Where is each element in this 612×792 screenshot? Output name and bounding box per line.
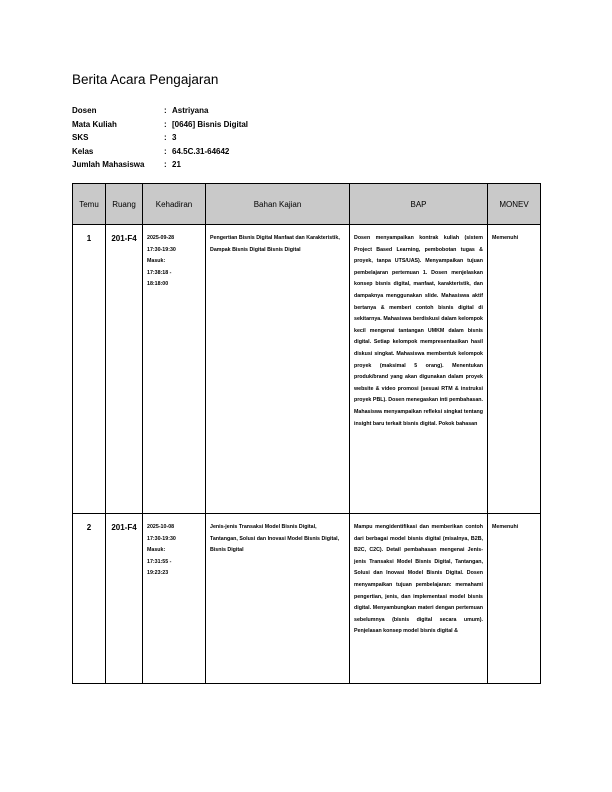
- meta-separator: :: [164, 119, 167, 129]
- cell-bap: Dosen menyampaikan kontrak kuliah (sistem Project Based Learning, pembobotan tugas & proyek, tanpa UTS/UAS). Menyampaikan tujuan pembelajaran pertemuan 1. Dosen menjelaskan konsep bisnis digital, manfaat, karakteristik, dan dampaknya menggunakan slide. Mahasiswa aktif bertanya & memberi contoh bisnis digital di sekitarnya. Mahasiswa berdiskusi dalam kelompok kecil mengenai tantangan UMKM dalam bisnis digital. Setiap kelompok mempresentasikan hasil diskusi singkat. Mahasiswa membentuk kelompok proyek (maksimal 5 orang). Menentukan produk/brand yang akan digunakan dalam proyek website & video promosi (sesuai RTM & instruksi proyek PBL). Dosen menegaskan inti pembahasan. Mahasiswa menyampaikan refleksi singkat tentang insight baru terkait bisnis digital. Pokok bahasan: [350, 225, 488, 514]
- page-title: Berita Acara Pengajaran: [72, 72, 219, 87]
- checkout-time: 19:23:23: [147, 570, 169, 577]
- header-temu: Temu: [73, 184, 106, 225]
- cell-bap: Mampu mengidentifikasi dan memberikan contoh dari berbagai model bisnis digital (misalnya, B2B, B2C, C2C). Detail pembahasan mengenai Jenis-jenis Transaksi Model Bisnis Digital, Tantangan, Solusi dan Inovasi Model Bisnis Digital. Dosen menyampaikan tujuan pembelajaran: memahami pengertian, jenis, dan implementasi model bisnis digital. Menyambungkan materi dengan pertemuan sebelumnya (bisnis digital secara umum). Penjelasan konsep model bisnis digital &: [350, 514, 488, 684]
- meta-label: Kelas: [72, 146, 94, 156]
- meta-dosen: [72, 104, 248, 118]
- schedule-date: 2025-10-08: [147, 524, 175, 530]
- meta-sks: [72, 131, 248, 145]
- meta-mata-kuliah: [72, 118, 248, 132]
- table-header-row: [73, 184, 541, 225]
- header-kehadiran: Kehadiran: [143, 184, 206, 225]
- meta-label: Mata Kuliah: [72, 119, 117, 129]
- checkin-time: 17:31:55 -: [147, 558, 172, 565]
- meta-label: Dosen: [72, 106, 97, 115]
- meta-separator: :: [164, 160, 167, 169]
- meta-label: Jumlah Mahasiswa: [72, 160, 145, 169]
- checkin-label: Masuk:: [147, 547, 166, 554]
- table-row: [73, 514, 541, 684]
- cell-ruang: 201-F4: [106, 514, 143, 684]
- meta-label: SKS: [72, 133, 89, 142]
- cell-monev: Memenuhi: [488, 514, 541, 684]
- meta-value: 3: [172, 133, 177, 142]
- checkout-time: 18:18:00: [147, 281, 169, 288]
- checkin-label: Masuk:: [147, 258, 166, 265]
- header-bap: BAP: [350, 184, 488, 225]
- cell-kehadiran: [143, 225, 206, 514]
- schedule-date: 2025-09-28: [147, 235, 175, 241]
- course-info: [72, 104, 248, 172]
- cell-ruang: 201-F4: [106, 225, 143, 514]
- header-ruang: Ruang: [106, 184, 143, 225]
- teaching-record-table: [72, 183, 541, 684]
- table-row: [73, 225, 541, 514]
- meta-separator: :: [164, 133, 167, 142]
- meta-value: 21: [172, 160, 181, 169]
- header-monev: MONEV: [488, 184, 541, 225]
- meta-kelas: [72, 145, 248, 159]
- checkin-time: 17:38:18 -: [147, 269, 172, 276]
- schedule-time: 17:30-19:30: [147, 246, 176, 253]
- meta-jumlah-mahasiswa: [72, 158, 248, 172]
- header-bahan-kajian: Bahan Kajian: [206, 184, 350, 225]
- cell-bahan-kajian: Pengertian Bisnis Digital Manfaat dan Karakteristik, Dampak Bisnis Digital Bisnis Digital: [206, 225, 350, 514]
- cell-bahan-kajian: Jenis-jenis Transaksi Model Bisnis Digital, Tantangan, Solusi dan Inovasi Model Bisnis Digital, Bisnis Digital: [206, 514, 350, 684]
- meta-value: [0646] Bisnis Digital: [172, 119, 249, 129]
- cell-monev: Memenuhi: [488, 225, 541, 514]
- cell-temu: 1: [73, 225, 106, 514]
- schedule-time: 17:30-19:30: [147, 535, 176, 542]
- meta-separator: :: [164, 106, 167, 115]
- cell-kehadiran: [143, 514, 206, 684]
- meta-value: 64.5C.31-64642: [172, 146, 230, 156]
- meta-value: Astriyana: [172, 106, 209, 115]
- cell-temu: 2: [73, 514, 106, 684]
- meta-separator: :: [164, 146, 167, 156]
